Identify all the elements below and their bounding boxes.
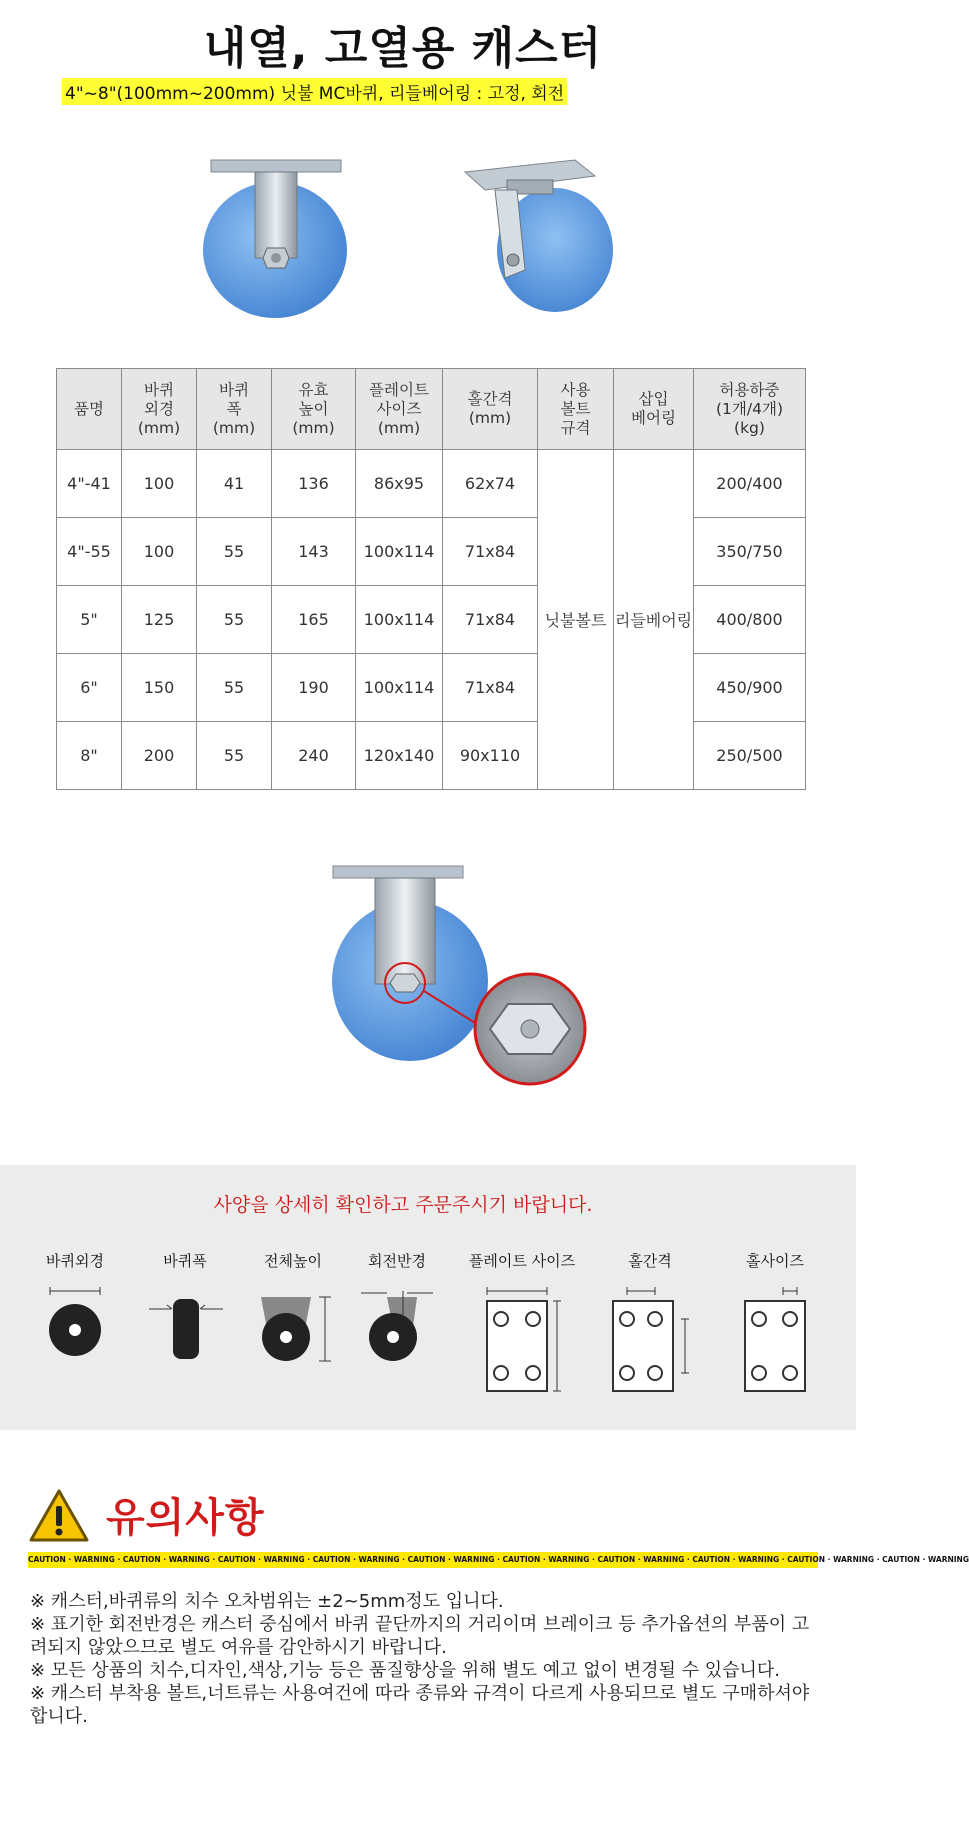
table-row bbox=[57, 586, 806, 654]
tape-word: CAUTION bbox=[28, 1555, 66, 1564]
wheel-width-icon bbox=[145, 1285, 225, 1365]
tape-word: WARNING bbox=[833, 1555, 875, 1564]
guide-label: 바퀴폭 bbox=[163, 1252, 207, 1270]
caution-title: 유의사항 bbox=[106, 1495, 265, 1541]
tape-word: WARNING bbox=[453, 1555, 495, 1564]
cell-load: 200/400 bbox=[694, 450, 806, 518]
cell-plate: 100x114 bbox=[356, 654, 443, 722]
swivel-caster-photo bbox=[455, 150, 635, 314]
cell-width: 55 bbox=[197, 518, 272, 586]
spec-guide-section bbox=[0, 1165, 856, 1430]
caution-note: ※ 모든 상품의 치수,디자인,색상,기능 등은 품질향상을 위해 별도 예고 없이 변경될 수 있습니다. bbox=[30, 1660, 780, 1681]
hole-spacing-icon bbox=[605, 1285, 695, 1395]
tape-word: CAUTION bbox=[407, 1555, 446, 1564]
cell-bearing: 리들베어링 bbox=[614, 450, 694, 790]
cell-diameter: 150 bbox=[122, 654, 197, 722]
header-wheel-width: 바퀴 폭 (mm) bbox=[197, 369, 272, 450]
cell-plate: 86x95 bbox=[356, 450, 443, 518]
tape-word: CAUTION bbox=[312, 1555, 351, 1564]
tape-word: CAUTION bbox=[122, 1555, 161, 1564]
tape-word: CAUTION bbox=[217, 1555, 256, 1564]
cell-name: 5" bbox=[57, 586, 122, 654]
cell-bolt-spec: 닛불볼트 bbox=[538, 450, 614, 790]
header-bearing: 삽입 베어링 bbox=[614, 369, 694, 450]
table-row bbox=[57, 450, 806, 518]
header-hole-spacing: 홀간격 (mm) bbox=[443, 369, 538, 450]
cell-width: 41 bbox=[197, 450, 272, 518]
cell-name: 4"-41 bbox=[57, 450, 122, 518]
header-load-capacity: 허용하중 (1개/4개) (kg) bbox=[694, 369, 806, 450]
guide-label: 바퀴외경 bbox=[46, 1252, 104, 1270]
cell-width: 55 bbox=[197, 586, 272, 654]
cell-plate: 120x140 bbox=[356, 722, 443, 790]
header-name: 품명 bbox=[57, 369, 122, 450]
cell-plate: 100x114 bbox=[356, 518, 443, 586]
cell-plate: 100x114 bbox=[356, 586, 443, 654]
caution-note: ※ 캐스터 부착용 볼트,너트류는 사용여건에 따라 종류와 규격이 다르게 사용되므로 별도 구매하셔야 합니다. bbox=[30, 1683, 810, 1727]
header-bolt-spec: 사용 볼트 규격 bbox=[538, 369, 614, 450]
cell-diameter: 200 bbox=[122, 722, 197, 790]
cell-load: 350/750 bbox=[694, 518, 806, 586]
tape-word: CAUTION bbox=[882, 1555, 920, 1564]
tape-word: CAUTION bbox=[692, 1555, 731, 1564]
cell-load: 450/900 bbox=[694, 654, 806, 722]
tape-word: WARNING bbox=[643, 1555, 685, 1564]
cell-hole: 71x84 bbox=[443, 654, 538, 722]
cell-diameter: 100 bbox=[122, 518, 197, 586]
guide-label: 회전반경 bbox=[368, 1252, 426, 1270]
tape-word: WARNING bbox=[927, 1555, 969, 1564]
caution-note: ※ 표기한 회전반경은 캐스터 중심에서 바퀴 끝단까지의 거리이며 브레이크 등 추가옵션의 부품이 고려되지 않았으므로 별도 여유를 감안하시기 바랍니다. bbox=[30, 1614, 810, 1658]
guide-item-wheel-width bbox=[140, 1250, 230, 1365]
bolt-detail-photo bbox=[330, 866, 600, 1100]
guide-label: 전체높이 bbox=[264, 1252, 322, 1270]
cell-name: 6" bbox=[57, 654, 122, 722]
table-row bbox=[57, 518, 806, 586]
cell-height: 240 bbox=[272, 722, 356, 790]
guide-label: 플레이트 사이즈 bbox=[468, 1252, 576, 1270]
cell-height: 143 bbox=[272, 518, 356, 586]
header-effective-height: 유효 높이 (mm) bbox=[272, 369, 356, 450]
cell-load: 250/500 bbox=[694, 722, 806, 790]
tape-word: WARNING bbox=[358, 1555, 400, 1564]
cell-hole: 71x84 bbox=[443, 586, 538, 654]
guide-item-hole-spacing bbox=[605, 1250, 695, 1395]
cell-width: 55 bbox=[197, 722, 272, 790]
caution-note: ※ 캐스터,바퀴류의 치수 오차범위는 ±2~5mm정도 입니다. bbox=[30, 1591, 504, 1612]
rigid-caster-photo bbox=[175, 150, 375, 314]
cell-diameter: 125 bbox=[122, 586, 197, 654]
tape-word: CAUTION bbox=[787, 1555, 825, 1564]
guide-item-swivel-radius bbox=[352, 1250, 442, 1365]
table-row bbox=[57, 654, 806, 722]
cell-height: 136 bbox=[272, 450, 356, 518]
cell-hole: 71x84 bbox=[443, 518, 538, 586]
cell-width: 55 bbox=[197, 654, 272, 722]
caution-tape: CAUTION · WARNING · CAUTION · WARNING · CAUTION · WARNING · CAUTION · WARNING · CAUTION · WARNING · CAUTION · WARNING · CAUTION · WARNING · CAUTION · WARNING · CAUTION · WARNING · CAUTION · WARNING bbox=[28, 1552, 818, 1568]
tape-word: WARNING bbox=[738, 1555, 780, 1564]
tape-word: CAUTION bbox=[597, 1555, 636, 1564]
guide-item-hole-size bbox=[730, 1250, 820, 1395]
total-height-icon bbox=[253, 1285, 333, 1365]
page-subtitle: 4"~8"(100mm~200mm) 닛불 MC바퀴, 리들베어링 : 고정, 회전 bbox=[62, 78, 567, 105]
table-header-row bbox=[57, 369, 806, 450]
table-row bbox=[57, 722, 806, 790]
swivel-radius-icon bbox=[357, 1285, 437, 1365]
tape-word: WARNING bbox=[263, 1555, 305, 1564]
guide-label: 홀간격 bbox=[628, 1252, 672, 1270]
caution-notes bbox=[30, 1590, 820, 1728]
warning-icon bbox=[28, 1488, 90, 1548]
wheel-diameter-icon bbox=[40, 1285, 110, 1365]
guide-item-total-height bbox=[248, 1250, 338, 1365]
page-title: 내열, 고열용 캐스터 bbox=[203, 23, 603, 74]
tape-word: WARNING bbox=[73, 1555, 115, 1564]
header-plate-size: 플레이트 사이즈 (mm) bbox=[356, 369, 443, 450]
plate-size-icon bbox=[477, 1285, 567, 1395]
tape-word: CAUTION bbox=[502, 1555, 541, 1564]
cell-hole: 62x74 bbox=[443, 450, 538, 518]
spec-guide-title: 사양을 상세히 확인하고 주문주시기 바랍니다. bbox=[213, 1194, 593, 1216]
guide-label: 홀사이즈 bbox=[746, 1252, 804, 1270]
cell-name: 4"-55 bbox=[57, 518, 122, 586]
cell-height: 165 bbox=[272, 586, 356, 654]
hole-size-icon bbox=[735, 1285, 815, 1395]
guide-item-wheel-diameter bbox=[30, 1250, 120, 1365]
cell-hole: 90x110 bbox=[443, 722, 538, 790]
spec-table bbox=[56, 368, 806, 790]
tape-word: WARNING bbox=[168, 1555, 210, 1564]
tape-word: WARNING bbox=[548, 1555, 590, 1564]
cell-name: 8" bbox=[57, 722, 122, 790]
cell-diameter: 100 bbox=[122, 450, 197, 518]
cell-height: 190 bbox=[272, 654, 356, 722]
guide-item-plate-size bbox=[462, 1250, 582, 1395]
cell-load: 400/800 bbox=[694, 586, 806, 654]
header-wheel-diameter: 바퀴 외경 (mm) bbox=[122, 369, 197, 450]
